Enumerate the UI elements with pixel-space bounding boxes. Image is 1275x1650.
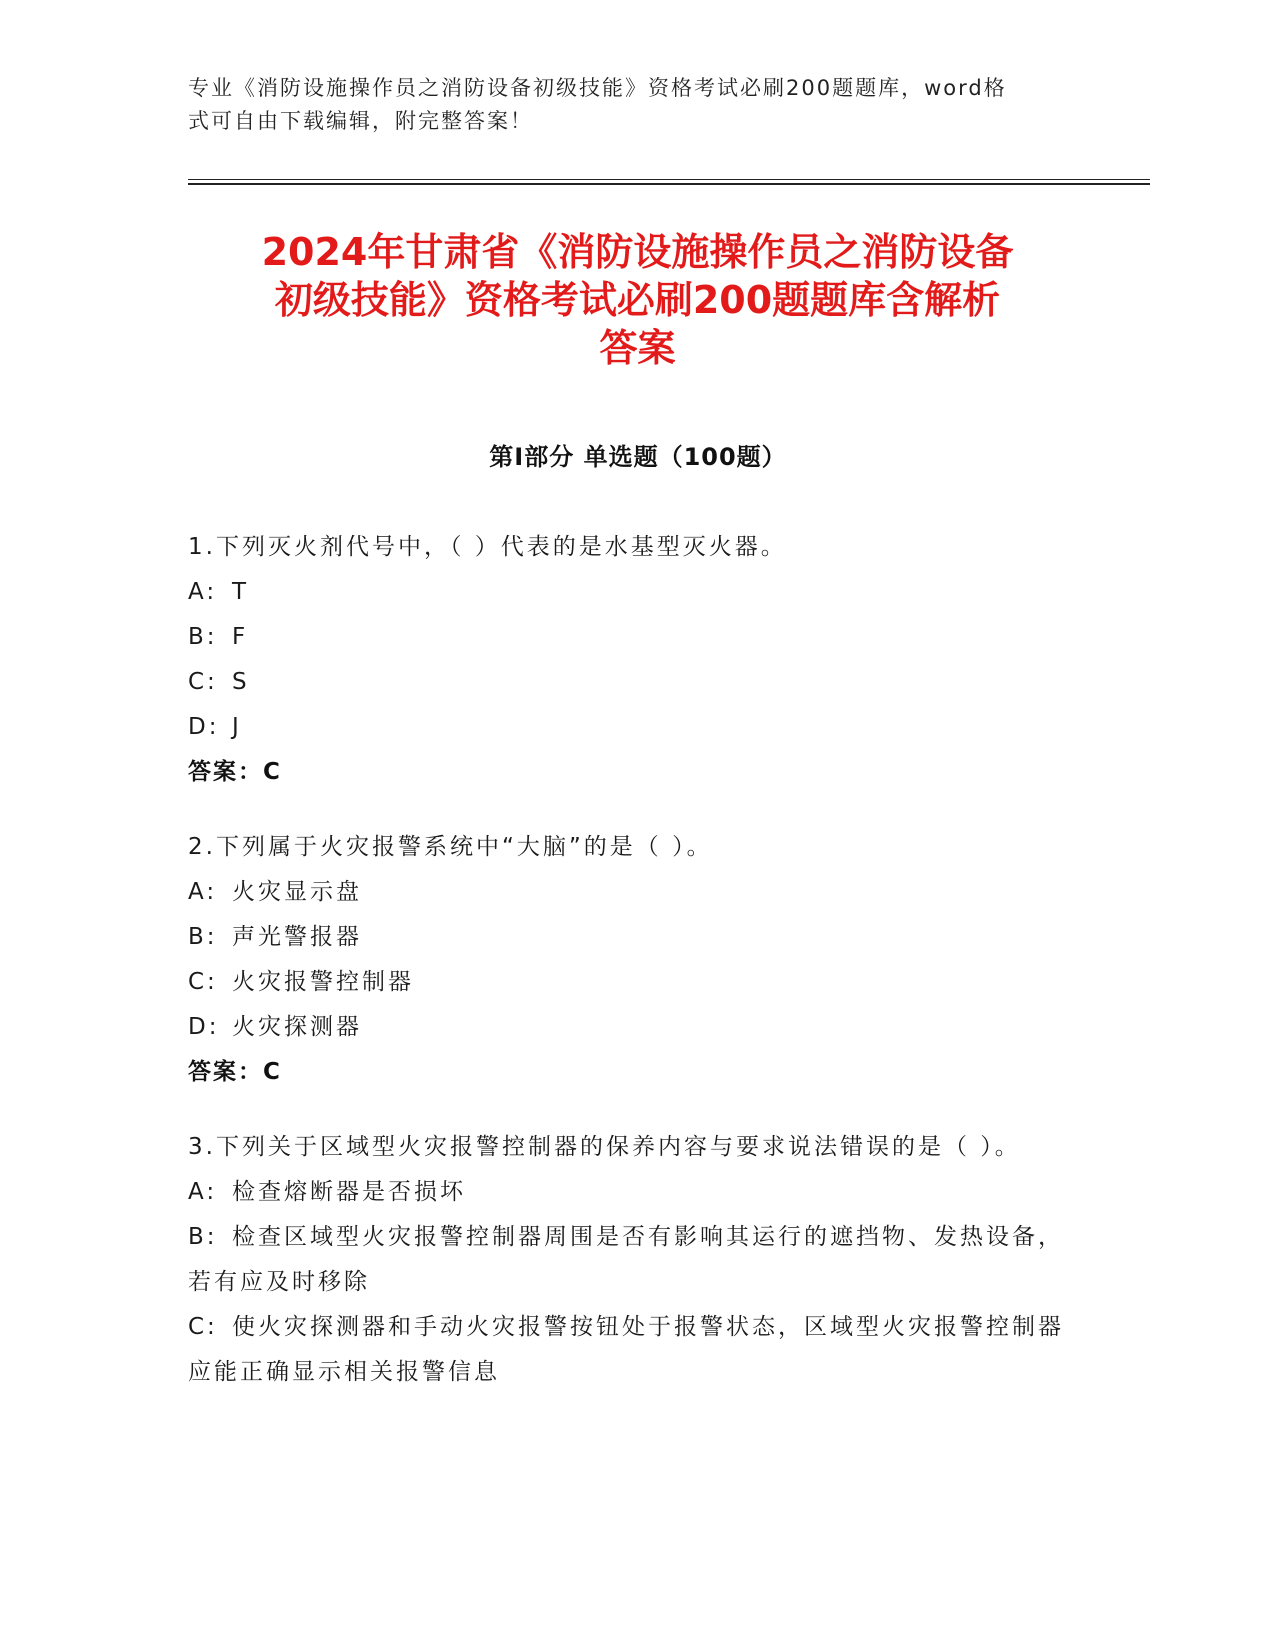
option-letter: C: <box>188 669 218 695</box>
option-letter: A: <box>188 579 218 605</box>
option-text: 火灾报警控制器 <box>232 969 414 995</box>
option-text: 火灾显示盘 <box>232 879 362 905</box>
question-stem: 2.下列属于火灾报警系统中“大脑”的是（ ）。 <box>188 834 713 860</box>
option-a <box>188 870 1088 915</box>
header-divider-thin <box>188 179 1150 180</box>
option-b <box>188 615 1088 660</box>
question-2 <box>188 825 1088 1095</box>
option-letter: C: <box>188 969 218 995</box>
option-d <box>188 705 1088 750</box>
option-letter: B: <box>188 624 218 650</box>
option-letter: A: <box>188 879 218 905</box>
question-1 <box>188 525 1088 795</box>
option-letter: B: <box>188 924 218 950</box>
option-a <box>188 1170 1088 1215</box>
option-letter: B: <box>188 1224 218 1250</box>
question-list <box>188 525 1088 1425</box>
question-3 <box>188 1125 1088 1395</box>
option-b <box>188 915 1088 960</box>
header-divider-thick <box>188 183 1150 185</box>
option-text: F <box>232 624 249 650</box>
option-letter: A: <box>188 1179 218 1205</box>
header-note <box>188 72 1068 138</box>
header-note-line-1: 专业《消防设施操作员之消防设备初级技能》资格考试必刷200题题库，word格 <box>188 76 1007 100</box>
option-text: 检查区域型火灾报警控制器周围是否有影响其运行的遮挡物、发热设备，若有应及时移除 <box>188 1224 1064 1295</box>
option-d <box>188 1005 1088 1050</box>
option-text: 声光警报器 <box>232 924 362 950</box>
option-c <box>188 660 1088 705</box>
document-title: 2024年甘肃省《消防设施操作员之消防设备 初级技能》资格考试必刷200题题库含解析 答案 <box>261 230 1014 370</box>
option-text: S <box>232 669 250 695</box>
option-text: T <box>232 579 250 605</box>
answer-key: 答案：C <box>188 1059 282 1085</box>
option-letter: D: <box>188 714 220 740</box>
option-text: 检查熔断器是否损坏 <box>232 1179 466 1205</box>
option-text: J <box>232 714 242 740</box>
answer-key: 答案：C <box>188 759 282 785</box>
header-note-line-2: 式可自由下载编辑，附完整答案！ <box>188 109 533 133</box>
question-stem: 1.下列灭火剂代号中，（ ）代表的是水基型灭火器。 <box>188 534 787 560</box>
option-c <box>188 960 1088 1005</box>
option-letter: D: <box>188 1014 220 1040</box>
question-stem: 3.下列关于区域型火灾报警控制器的保养内容与要求说法错误的是（ ）。 <box>188 1134 1021 1160</box>
section-heading: 第Ⅰ部分 单选题（100题） <box>489 443 787 471</box>
option-text: 使火灾探测器和手动火灾报警按钮处于报警状态，区域型火灾报警控制器应能正确显示相关报警信息 <box>188 1314 1064 1385</box>
option-c <box>188 1305 1088 1395</box>
option-letter: C: <box>188 1314 218 1340</box>
option-a <box>188 570 1088 615</box>
option-b <box>188 1215 1088 1305</box>
option-text: 火灾探测器 <box>232 1014 362 1040</box>
